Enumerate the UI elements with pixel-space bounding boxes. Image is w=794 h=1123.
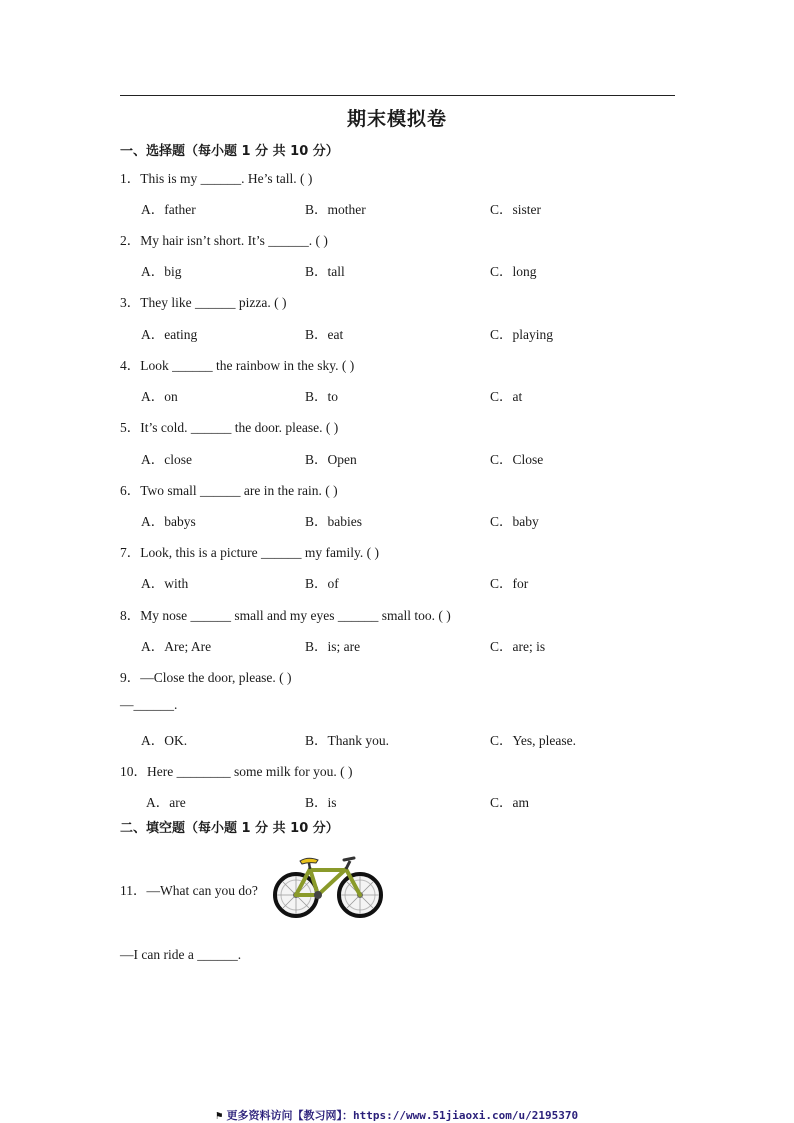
option-c: C．Yes, please. bbox=[490, 733, 577, 748]
question-9: 9．—Close the door, please. ( ) bbox=[120, 670, 292, 685]
bicycle-icon bbox=[275, 858, 381, 916]
option-c: C．am bbox=[490, 795, 529, 810]
question-11: 11．—What can you do? bbox=[120, 883, 258, 898]
header-rule bbox=[120, 95, 675, 96]
question-11-answer: —I can ride a ______. bbox=[120, 947, 242, 962]
option-c: C．are; is bbox=[490, 639, 546, 654]
section-heading-fill-in: 二、填空题（每小题 1 分 共 10 分） bbox=[120, 821, 339, 836]
option-a: A．eating bbox=[141, 327, 198, 342]
question-4: 4．Look ______ the rainbow in the sky. ( ) bbox=[120, 358, 355, 373]
question-3: 3．They like ______ pizza. ( ) bbox=[120, 295, 287, 310]
footer-link[interactable] bbox=[0, 1107, 794, 1123]
option-b: B．tall bbox=[305, 264, 345, 279]
option-b: B．to bbox=[305, 389, 339, 404]
option-c: C．playing bbox=[490, 327, 553, 342]
section-heading-choice: 一、选择题（每小题 1 分 共 10 分） bbox=[120, 144, 339, 159]
option-a: A．with bbox=[141, 576, 189, 591]
option-a: A．Are; Are bbox=[141, 639, 212, 654]
question-8: 8．My nose ______ small and my eyes ______ small too. ( ) bbox=[120, 608, 451, 623]
option-a: A．OK. bbox=[141, 733, 188, 748]
option-b: B．babies bbox=[305, 514, 362, 529]
option-a: A．father bbox=[141, 202, 196, 217]
option-c: C．baby bbox=[490, 514, 539, 529]
option-b: B．Open bbox=[305, 452, 357, 467]
option-a: A．on bbox=[141, 389, 178, 404]
option-a: A．big bbox=[141, 264, 182, 279]
option-b: B．Thank you. bbox=[305, 733, 389, 748]
option-c: C．for bbox=[490, 576, 529, 591]
option-a: A．are bbox=[146, 795, 186, 810]
option-a: A．close bbox=[141, 452, 192, 467]
question-2: 2．My hair isn’t short. It’s ______. ( ) bbox=[120, 233, 328, 248]
option-b: B．eat bbox=[305, 327, 344, 342]
option-c: C．at bbox=[490, 389, 523, 404]
option-c: C．long bbox=[490, 264, 537, 279]
question-1: 1．This is my ______. He’s tall. ( ) bbox=[120, 171, 313, 186]
question-10: 10．Here ________ some milk for you. ( ) bbox=[120, 764, 353, 779]
question-7: 7．Look, this is a picture ______ my family. ( ) bbox=[120, 545, 379, 560]
footer-text[interactable]: 更多资料访问【教习网】：https://www.51jiaoxi.com/u/2195370 bbox=[226, 1109, 579, 1122]
question-9-response: —______. bbox=[120, 697, 178, 712]
option-c: C．sister bbox=[490, 202, 542, 217]
page-title: 期末模拟卷 bbox=[346, 108, 447, 130]
question-5: 5．It’s cold. ______ the door. please. ( ) bbox=[120, 420, 339, 435]
option-b: B．is; are bbox=[305, 639, 361, 654]
option-b: B．of bbox=[305, 576, 339, 591]
option-b: B．mother bbox=[305, 202, 366, 217]
question-6: 6．Two small ______ are in the rain. ( ) bbox=[120, 483, 338, 498]
option-b: B．is bbox=[305, 795, 337, 810]
flag-icon: ⚑ bbox=[215, 1109, 223, 1122]
option-a: A．babys bbox=[141, 514, 196, 529]
option-c: C．Close bbox=[490, 452, 544, 467]
bicycle-illustration bbox=[272, 853, 384, 919]
